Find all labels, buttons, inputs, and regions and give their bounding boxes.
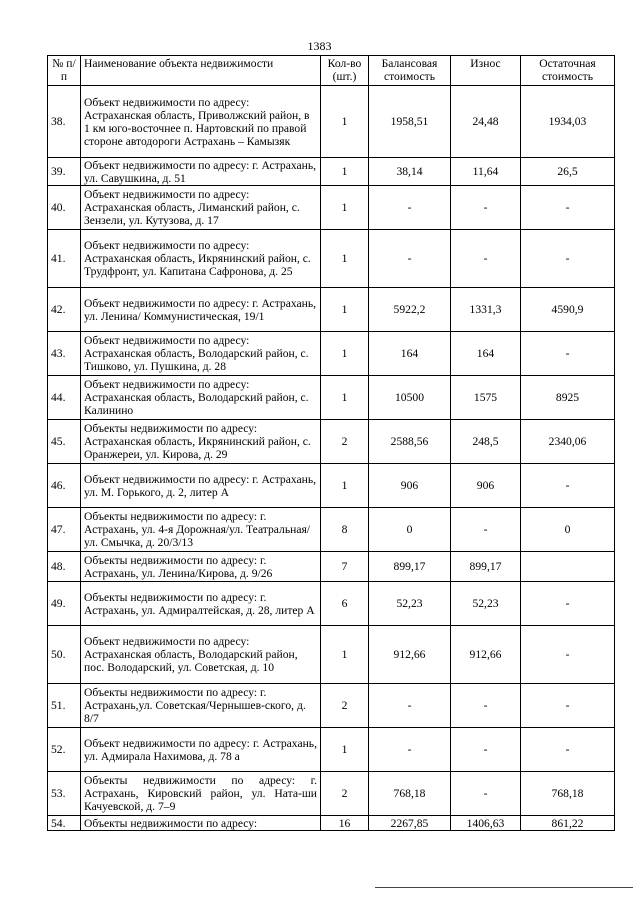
row-residual: - [521, 626, 615, 684]
row-name: Объект недвижимости по адресу: Астраханская область, Володарский район, пос. Володарский, ул. Советская, д. 10 [81, 626, 321, 684]
row-qty: 1 [321, 728, 369, 772]
row-wear: - [451, 772, 521, 816]
row-num: 40. [48, 186, 81, 230]
row-num: 46. [48, 464, 81, 508]
row-num: 42. [48, 288, 81, 332]
row-residual: 1934,03 [521, 86, 615, 158]
row-balance: 38,14 [369, 158, 451, 186]
table-row [48, 552, 615, 582]
row-residual: 8925 [521, 376, 615, 420]
row-residual: - [521, 464, 615, 508]
table-row [48, 158, 615, 186]
row-residual: 2340,06 [521, 420, 615, 464]
signature-line [375, 887, 633, 888]
row-name: Объект недвижимости по адресу: г. Астрахань, ул. Ленина/ Коммунистическая, 19/1 [81, 288, 321, 332]
row-qty: 2 [321, 684, 369, 728]
table-row [48, 816, 615, 831]
row-balance: 2588,56 [369, 420, 451, 464]
row-wear: 906 [451, 464, 521, 508]
row-balance: 1958,51 [369, 86, 451, 158]
table-row [48, 186, 615, 230]
row-qty: 1 [321, 230, 369, 288]
row-name: Объект недвижимости по адресу: Астраханская область, Приволжский район, в 1 км юго-восточнее п. Нартовский по правой стороне автодороги Астрахань – Камызяк [81, 86, 321, 158]
table-row [48, 772, 615, 816]
table-row [48, 508, 615, 552]
row-qty: 1 [321, 332, 369, 376]
row-num: 45. [48, 420, 81, 464]
row-balance: 5922,2 [369, 288, 451, 332]
row-qty: 1 [321, 464, 369, 508]
row-residual: - [521, 728, 615, 772]
row-num: 52. [48, 728, 81, 772]
row-qty: 1 [321, 186, 369, 230]
table-row [48, 728, 615, 772]
row-qty: 6 [321, 582, 369, 626]
row-wear: 912,66 [451, 626, 521, 684]
header-residual: Остаточная стоимость [521, 56, 615, 86]
row-balance: - [369, 728, 451, 772]
row-qty: 2 [321, 420, 369, 464]
row-balance: - [369, 684, 451, 728]
row-balance: 768,18 [369, 772, 451, 816]
row-wear: 899,17 [451, 552, 521, 582]
row-residual: - [521, 684, 615, 728]
row-wear: 248,5 [451, 420, 521, 464]
row-balance: - [369, 186, 451, 230]
row-wear: 1331,3 [451, 288, 521, 332]
row-num: 50. [48, 626, 81, 684]
row-balance: 0 [369, 508, 451, 552]
row-residual: 26,5 [521, 158, 615, 186]
row-num: 43. [48, 332, 81, 376]
row-name: Объекты недвижимости по адресу: [81, 816, 321, 831]
row-name: Объекты недвижимости по адресу: г. Астрахань, ул. 4-я Дорожная/ул. Театральная/ул. Смычка, д. 20/3/13 [81, 508, 321, 552]
row-residual: 768,18 [521, 772, 615, 816]
table-row [48, 420, 615, 464]
row-name: Объекты недвижимости по адресу: г. Астрахань, ул. Ленина/Кирова, д. 9/26 [81, 552, 321, 582]
row-name: Объект недвижимости по адресу: Астраханская область, Икрянинский район, с. Трудфронт, ул. Капитана Сафронова, д. 25 [81, 230, 321, 288]
row-wear: - [451, 186, 521, 230]
row-wear: 52,23 [451, 582, 521, 626]
row-wear: 164 [451, 332, 521, 376]
row-residual: 861,22 [521, 816, 615, 831]
row-balance: 912,66 [369, 626, 451, 684]
table-row [48, 86, 615, 158]
row-balance: 2267,85 [369, 816, 451, 831]
row-name: Объекты недвижимости по адресу: Астраханская область, Икрянинский район, с. Оранжереи, ул. Кирова, д. 29 [81, 420, 321, 464]
row-wear: 1575 [451, 376, 521, 420]
row-residual [521, 552, 615, 582]
row-num: 44. [48, 376, 81, 420]
header-balance: Балансовая стоимость [369, 56, 451, 86]
row-residual: - [521, 332, 615, 376]
row-qty: 8 [321, 508, 369, 552]
row-name: Объект недвижимости по адресу: г. Астрахань, ул. Савушкина, д. 51 [81, 158, 321, 186]
row-name: Объекты недвижимости по адресу: г. Астрахань, Кировский район, ул. Ната-ши Качуевской, д. 7–9 [81, 772, 321, 816]
row-residual: - [521, 230, 615, 288]
row-qty: 1 [321, 86, 369, 158]
row-wear: 1406,63 [451, 816, 521, 831]
property-table [47, 55, 615, 831]
row-name: Объект недвижимости по адресу: г. Астрахань, ул. Адмирала Нахимова, д. 78 а [81, 728, 321, 772]
table-row [48, 626, 615, 684]
table-row [48, 582, 615, 626]
table-row [48, 464, 615, 508]
row-num: 53. [48, 772, 81, 816]
row-balance: 10500 [369, 376, 451, 420]
table-row [48, 376, 615, 420]
row-wear: - [451, 684, 521, 728]
row-wear: - [451, 508, 521, 552]
header-wear: Износ [451, 56, 521, 86]
row-num: 38. [48, 86, 81, 158]
table-row [48, 684, 615, 728]
row-num: 54. [48, 816, 81, 831]
row-residual: - [521, 582, 615, 626]
row-name: Объект недвижимости по адресу: Астраханская область, Володарский район, с. Калинино [81, 376, 321, 420]
row-num: 51. [48, 684, 81, 728]
row-balance: 52,23 [369, 582, 451, 626]
table-row [48, 288, 615, 332]
row-num: 47. [48, 508, 81, 552]
table-row [48, 230, 615, 288]
row-balance: 164 [369, 332, 451, 376]
row-qty: 1 [321, 158, 369, 186]
row-num: 49. [48, 582, 81, 626]
row-balance: 906 [369, 464, 451, 508]
row-name: Объект недвижимости по адресу: г. Астрахань, ул. М. Горького, д. 2, литер А [81, 464, 321, 508]
row-name: Объект недвижимости по адресу: Астраханская область, Володарский район, с. Тишково, ул. Пушкина, д. 28 [81, 332, 321, 376]
header-num: № п/п [48, 56, 81, 86]
row-qty: 2 [321, 772, 369, 816]
row-name: Объекты недвижимости по адресу: г. Астрахань, ул. Адмиралтейская, д. 28, литер А [81, 582, 321, 626]
row-num: 41. [48, 230, 81, 288]
row-name: Объекты недвижимости по адресу: г. Астрахань,ул. Советская/Чернышев-ского, д. 8/7 [81, 684, 321, 728]
row-qty: 1 [321, 288, 369, 332]
row-balance: - [369, 230, 451, 288]
header-name: Наименование объекта недвижимости [81, 56, 321, 86]
row-name: Объект недвижимости по адресу: Астраханская область, Лиманский район, с. Зензели, ул. Кутузова, д. 17 [81, 186, 321, 230]
row-wear: - [451, 728, 521, 772]
table-header-row [48, 56, 615, 86]
row-balance: 899,17 [369, 552, 451, 582]
row-num: 48. [48, 552, 81, 582]
row-wear: 11,64 [451, 158, 521, 186]
row-qty: 1 [321, 626, 369, 684]
header-qty: Кол-во (шт.) [321, 56, 369, 86]
row-residual: 0 [521, 508, 615, 552]
row-residual: - [521, 186, 615, 230]
row-qty: 1 [321, 376, 369, 420]
row-qty: 16 [321, 816, 369, 831]
row-num: 39. [48, 158, 81, 186]
page-number: 1383 [307, 39, 332, 53]
table-row [48, 332, 615, 376]
row-residual: 4590,9 [521, 288, 615, 332]
row-qty: 7 [321, 552, 369, 582]
row-wear: 24,48 [451, 86, 521, 158]
row-wear: - [451, 230, 521, 288]
